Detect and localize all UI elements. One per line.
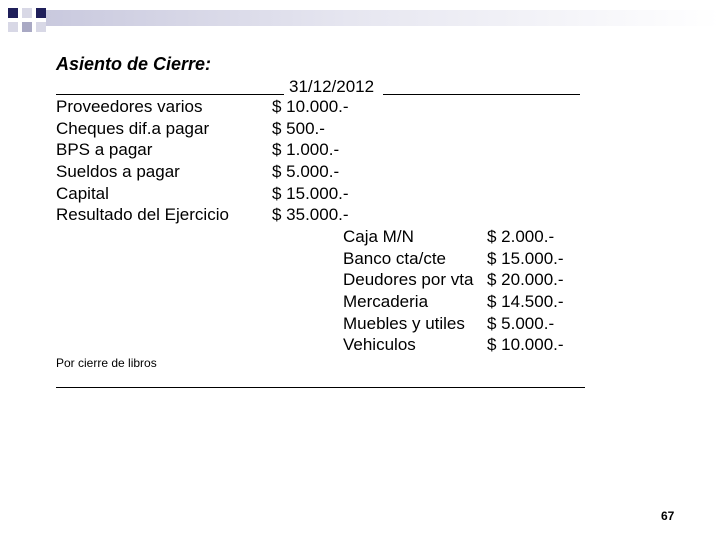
debit-account: Proveedores varios xyxy=(56,97,203,116)
corner-square-decoration xyxy=(8,8,18,18)
credit-account: Muebles y utiles xyxy=(343,314,465,333)
corner-square-decoration xyxy=(36,22,46,32)
credit-account: Mercaderia xyxy=(343,292,429,311)
entry-description: Por cierre de libros xyxy=(56,356,157,370)
corner-square-decoration xyxy=(36,8,46,18)
corner-square-decoration xyxy=(22,22,32,32)
credit-amount: $ 5.000.- xyxy=(487,314,555,333)
corner-square-decoration xyxy=(8,22,18,32)
debit-amount: $ 15.000.- xyxy=(272,184,349,203)
credit-account: Caja M/N xyxy=(343,227,414,246)
page-number: 67 xyxy=(661,509,675,523)
date-right-rule xyxy=(383,94,580,95)
debit-account: Sueldos a pagar xyxy=(56,162,180,181)
credit-amount: $ 2.000.- xyxy=(487,227,555,246)
debit-amount: $ 35.000.- xyxy=(272,205,349,224)
debit-amount: $ 5.000.- xyxy=(272,162,340,181)
credit-account: Deudores por vta xyxy=(343,270,474,289)
credit-account: Vehiculos xyxy=(343,335,416,354)
date-left-rule xyxy=(56,94,284,95)
entry-date: 31/12/2012 xyxy=(289,77,375,96)
page-title: Asiento de Cierre: xyxy=(56,54,212,74)
debit-amount: $ 500.- xyxy=(272,119,325,138)
closing-rule xyxy=(56,387,585,388)
debit-amount: $ 10.000.- xyxy=(272,97,349,116)
credit-account: Banco cta/cte xyxy=(343,249,447,268)
debit-amount: $ 1.000.- xyxy=(272,140,340,159)
header-band xyxy=(46,10,720,26)
corner-square-decoration xyxy=(22,8,32,18)
debit-account: BPS a pagar xyxy=(56,140,153,159)
credit-amount: $ 20.000.- xyxy=(487,270,564,289)
debit-account: Resultado del Ejercicio xyxy=(56,205,229,224)
credit-amount: $ 14.500.- xyxy=(487,292,564,311)
credit-amount: $ 15.000.- xyxy=(487,249,564,268)
credit-amount: $ 10.000.- xyxy=(487,335,564,354)
debit-account: Cheques dif.a pagar xyxy=(56,119,210,138)
debit-account: Capital xyxy=(56,184,109,203)
